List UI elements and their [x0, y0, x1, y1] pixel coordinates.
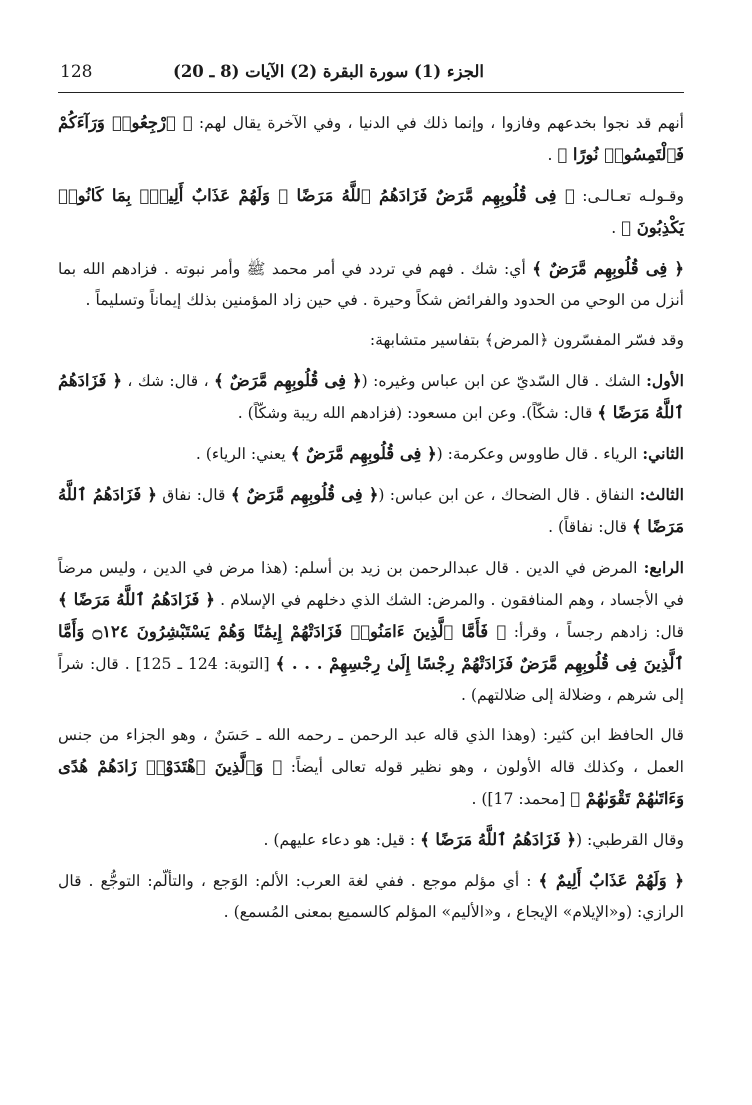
- paragraph: [58, 552, 684, 711]
- paragraph-text: .: [547, 146, 558, 164]
- paragraph-text: الرياء . قال طاووس وعكرمة: (: [436, 445, 643, 463]
- body-text: [58, 107, 684, 928]
- paragraph-text: [محمد: 17]) .: [471, 790, 571, 808]
- paragraph: [58, 438, 684, 470]
- paragraph: [58, 107, 684, 171]
- paragraph-text: [التوبة: 124 ـ 125] . قال: شراً إلى شرهم ، وضلالة إلى ضلالتهم) .: [58, 655, 684, 704]
- paragraph: [58, 720, 684, 815]
- running-header-title: الجزء (1) سورة البقرة (2) الآيات (8 ـ 20): [173, 62, 484, 81]
- page-number: 128: [60, 62, 93, 82]
- quran-verse: ﴿ فِى قُلُوبِهِم مَّرَضٌ ﴾: [214, 371, 362, 390]
- paragraph-text: قال: شكّاً). وعن ابن مسعود: (فزادهم الله ريبة وشكّاً) .: [237, 404, 598, 422]
- quran-verse: ﴿ فِى قُلُوبِهِم مَّرَضٌ ﴾: [532, 259, 684, 278]
- paragraph: [58, 365, 684, 429]
- quran-verse: ﴿ وَٱلَّذِينَ ٱهْتَدَوْا۟ زَادَهُمْ هُدًى وَءَاتَىٰهُمْ تَقْوَىٰهُمْ ﴾: [58, 757, 684, 808]
- section-label: الأول:: [646, 371, 684, 390]
- paragraph: [58, 253, 684, 316]
- section-label: الثالث:: [639, 485, 684, 504]
- paragraph: [58, 479, 684, 543]
- book-page: [58, 58, 684, 1088]
- paragraph-text: : قيل: هو دعاء عليهم) .: [263, 831, 421, 849]
- paragraph-text: وقـولـه تعـالـى:: [574, 187, 684, 205]
- paragraph-text: يعني: الرياء) .: [195, 445, 291, 463]
- quran-verse: ﴿ فِى قُلُوبِهِم مَّرَضٌ ﴾: [290, 444, 437, 463]
- quran-verse: ﴿ ٱرْجِعُوا۟ وَرَآءَكُمْ فَٱلْتَمِسُوا۟ نُورًا ﴾: [58, 113, 684, 164]
- quran-verse: ﴿ فَزَادَهُمُ ٱللَّهُ مَرَضًا ﴾: [58, 590, 215, 609]
- quran-verse: ﴿ فَأَمَّا ٱلَّذِينَ ءَامَنُوا۟ فَزَادَتْهُمْ إِيمَٰنًا وَهُمْ يَسْتَبْشِرُونَ ۝١٢٤ وَأَمَّا ٱلَّذِينَ فِى قُلُوبِهِم مَّرَضٌ فَزَادَتْهُمْ رِجْسًا إِلَىٰ رِجْسِهِمْ . . . ﴾: [58, 622, 685, 673]
- paragraph: [58, 180, 684, 244]
- section-label: الثاني:: [642, 444, 684, 463]
- paragraph-text: الشك . قال السّديّ عن ابن عباس وغيره: (: [361, 372, 647, 390]
- paragraph-text: وقد فسّر المفسّرون ﴿المرض﴾ بتفاسير متشابهة:: [369, 331, 684, 349]
- quran-verse: ﴿ فَزَادَهُمُ ٱللَّهُ مَرَضًا ﴾: [58, 485, 684, 536]
- paragraph-text: قال: نفاق: [156, 486, 231, 504]
- paragraph-text: .: [611, 219, 622, 237]
- paragraph-text: النفاق . قال الضحاك ، عن ابن عباس: (: [378, 486, 640, 504]
- paragraph: [58, 824, 684, 856]
- section-label: الرابع:: [643, 558, 684, 577]
- running-header: [58, 58, 684, 93]
- quran-verse: ﴿ وَلَهُمْ عَذَابٌ أَلِيمٌ ﴾: [538, 871, 684, 890]
- paragraph-text: المرض في الدين . قال عبدالرحمن بن زيد بن أسلم: (هذا مرض في الدين ، وليس مرضاً في الأجساد ، وهم المنافقون . والمرض: الشك الذي دخلهم في الإسلام .: [58, 559, 684, 609]
- paragraph-text: وقال القرطبي: (: [575, 831, 684, 849]
- paragraph-text: أنهم قد نجوا بخدعهم وفازوا ، وإنما ذلك في الدنيا ، وفي الآخرة يقال لهم:: [192, 114, 684, 132]
- paragraph-text: أي: شك . فهم في تردد في أمر محمد ﷺ وأمر نبوته . فزادهم الله بما أنزل من الوحي من الحدود والفرائض شكاً وحيرة . في حين زاد المؤمنين بذلك إيماناً وتسليماً .: [58, 260, 684, 309]
- paragraph-text: قال: نفاقاً) .: [548, 518, 632, 536]
- paragraph-text: ، قال: شك ،: [122, 372, 215, 390]
- paragraph-text: : أي مؤلم موجع . ففي لغة العرب: الألم: الوَجع ، والتألّم: التوجُّع . قال الرازي: (و«الإيلام» الإيجاع ، و«الأليم» المؤلم كالسميع بمعنى المُسمع) .: [58, 872, 684, 921]
- paragraph-text: قال: زادهم رجساً ، وقرأ:: [506, 623, 684, 641]
- paragraph-text: قال الحافظ ابن كثير: (وهذا الذي قاله عبد الرحمن ـ رحمه الله ـ حَسَنٌ ، وهو الجزاء من جنس العمل ، وكذلك قاله الأولون ، وهو نظير قوله تعالى أيضاً:: [58, 726, 685, 776]
- paragraph: [58, 325, 684, 356]
- quran-verse: ﴿ فَزَادَهُمُ ٱللَّهُ مَرَضًا ﴾: [58, 371, 684, 422]
- paragraph: [58, 865, 684, 928]
- quran-verse: ﴿ فِى قُلُوبِهِم مَّرَضٌ فَزَادَهُمُ ٱللَّهُ مَرَضًا ۖ وَلَهُمْ عَذَابٌ أَلِيمٌۢ بِمَا كَانُوا۟ يَكْذِبُونَ ﴾: [58, 186, 684, 237]
- quran-verse: ﴿ فِى قُلُوبِهِم مَّرَضٌ ﴾: [230, 485, 379, 504]
- quran-verse: ﴿ فَزَادَهُمُ ٱللَّهُ مَرَضًا ﴾: [420, 830, 576, 849]
